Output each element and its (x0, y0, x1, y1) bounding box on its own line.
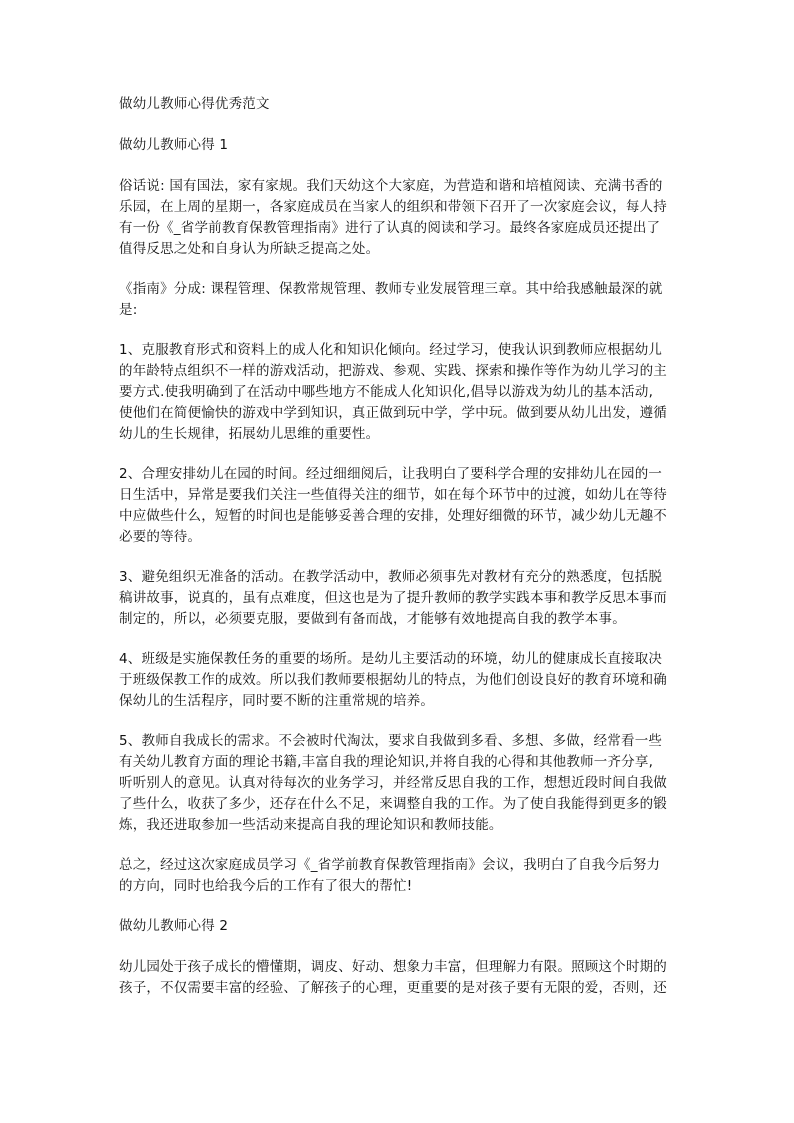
paragraph-line: 稿讲故事，说真的，虽有点难度，但这也是为了提升教师的教学实践本事和教学反思本事而 (119, 590, 667, 606)
paragraph-line: 有关幼儿教育方面的理论书籍,丰富自我的理论知识,并将自我的心得和其他教师一齐分享, (119, 754, 654, 770)
paragraph-line: 《指南》分成: 课程管理、保教常规管理、教师专业发展管理三章。其中给我感触最深的就 (119, 281, 663, 297)
paragraph-line: 的年龄特点组织不一样的游戏活动，把游戏、参观、实践、探索和操作等作为幼儿学习的主 (119, 363, 667, 379)
paragraph-line: 幼儿园处于孩子成长的懵懂期，调皮、好动、想象力丰富，但理解力有限。照顾这个时期的 (119, 959, 667, 975)
paragraph-line: 听听别人的意见。认真对待每次的业务学习，并经常反思自我的工作，想想近段时间自我做 (119, 775, 667, 791)
paragraph-line: 要方式.使我明确到了在活动中哪些地方不能成人化知识化,倡导以游戏为幼儿的基本活动, (119, 384, 654, 400)
paragraph-line: 中应做些什么，短暂的时间也是能够妥善合理的安排，处理好细微的环节，减少幼儿无趣不 (119, 508, 667, 524)
section-heading-text: 做幼儿教师心得 2 (119, 918, 229, 934)
paragraph-line: 使他们在简便愉快的游戏中学到知识，真正做到玩中学，学中玩。做到要从幼儿出发，遵循 (119, 405, 667, 421)
document-title (119, 94, 675, 115)
paragraph-line: 制定的，所以，必须要克服，要做到有备而战，才能够有效地提高自我的教学本事。 (119, 611, 626, 627)
paragraph-line: 3、避免组织无准备的活动。在教学活动中，教师必须事先对教材有充分的熟悉度，包括脱 (119, 569, 663, 585)
paragraph-line: 有一份《_省学前教育保教管理指南》进行了认真的阅读和学习。最终各家庭成员还提出了 (119, 220, 661, 236)
paragraph-line: 的方向，同时也给我今后的工作有了很大的帮忙! (119, 878, 413, 894)
document-page (119, 94, 675, 1018)
paragraph-line: 了些什么，收获了多少，还存在什么不足，来调整自我的工作。为了使自我能得到更多的锻 (119, 796, 667, 812)
paragraph-line: 总之，经过这次家庭成员学习《_省学前教育保教管理指南》会议，我明白了自我今后努力 (119, 857, 661, 873)
paragraph (119, 649, 675, 712)
section-heading-text: 做幼儿教师心得 1 (119, 137, 229, 153)
paragraph (119, 279, 675, 321)
paragraph-line: 乐园，在上周的星期一，各家庭成员在当家人的组织和带领下召开了一次家庭会议，每人持 (119, 199, 667, 215)
paragraph-line: 孩子，不仅需要丰富的经验、了解孩子的心理，更重要的是对孩子要有无限的爱，否则，还 (119, 980, 667, 996)
paragraph (119, 340, 675, 445)
paragraph-line: 1、克服教育形式和资料上的成人化和知识化倾向。经过学习，使我认识到教师应根据幼儿 (119, 342, 663, 358)
paragraph-line: 日生活中，异常是要我们关注一些值得关注的细节，如在每个环节中的过渡，如幼儿在等待 (119, 487, 667, 503)
paragraph-line: 值得反思之处和自身认为所缺乏提高之处。 (119, 241, 380, 257)
paragraph-line: 炼，我还进取参加一些活动来提高自我的理论知识和教师技能。 (119, 817, 503, 833)
paragraph-line: 4、班级是实施保教任务的重要的场所。是幼儿主要活动的环境，幼儿的健康成长直接取决 (119, 651, 663, 667)
paragraph-line: 是: (119, 302, 138, 318)
paragraph (119, 957, 675, 999)
paragraph-line: 俗话说: 国有国法，家有家规。我们天幼这个大家庭，为营造和谐和培植阅读、充满书香的 (119, 178, 663, 194)
paragraph (119, 731, 675, 836)
paragraph (119, 464, 675, 548)
paragraph-line: 5、教师自我成长的需求。不会被时代淘汰，要求自我做到多看、多想、多做，经常看一些 (119, 733, 663, 749)
paragraph-line: 2、合理安排幼儿在园的时间。经过细细阅后，让我明白了要科学合理的安排幼儿在园的一 (119, 466, 663, 482)
paragraph-line: 必要的等待。 (119, 529, 202, 545)
paragraph-line: 幼儿的生长规律，拓展幼儿思维的重要性。 (119, 426, 380, 442)
paragraph-line: 保幼儿的生活程序，同时要不断的注重常规的培养。 (119, 693, 435, 709)
paragraph-line: 于班级保教工作的成效。所以我们教师要根据幼儿的特点，为他们创设良好的教育环境和确 (119, 672, 667, 688)
section-heading-2 (119, 916, 675, 937)
title-text: 做幼儿教师心得优秀范文 (119, 96, 270, 112)
paragraph (119, 855, 675, 897)
section-heading-1 (119, 135, 675, 156)
paragraph (119, 176, 675, 260)
paragraph (119, 567, 675, 630)
